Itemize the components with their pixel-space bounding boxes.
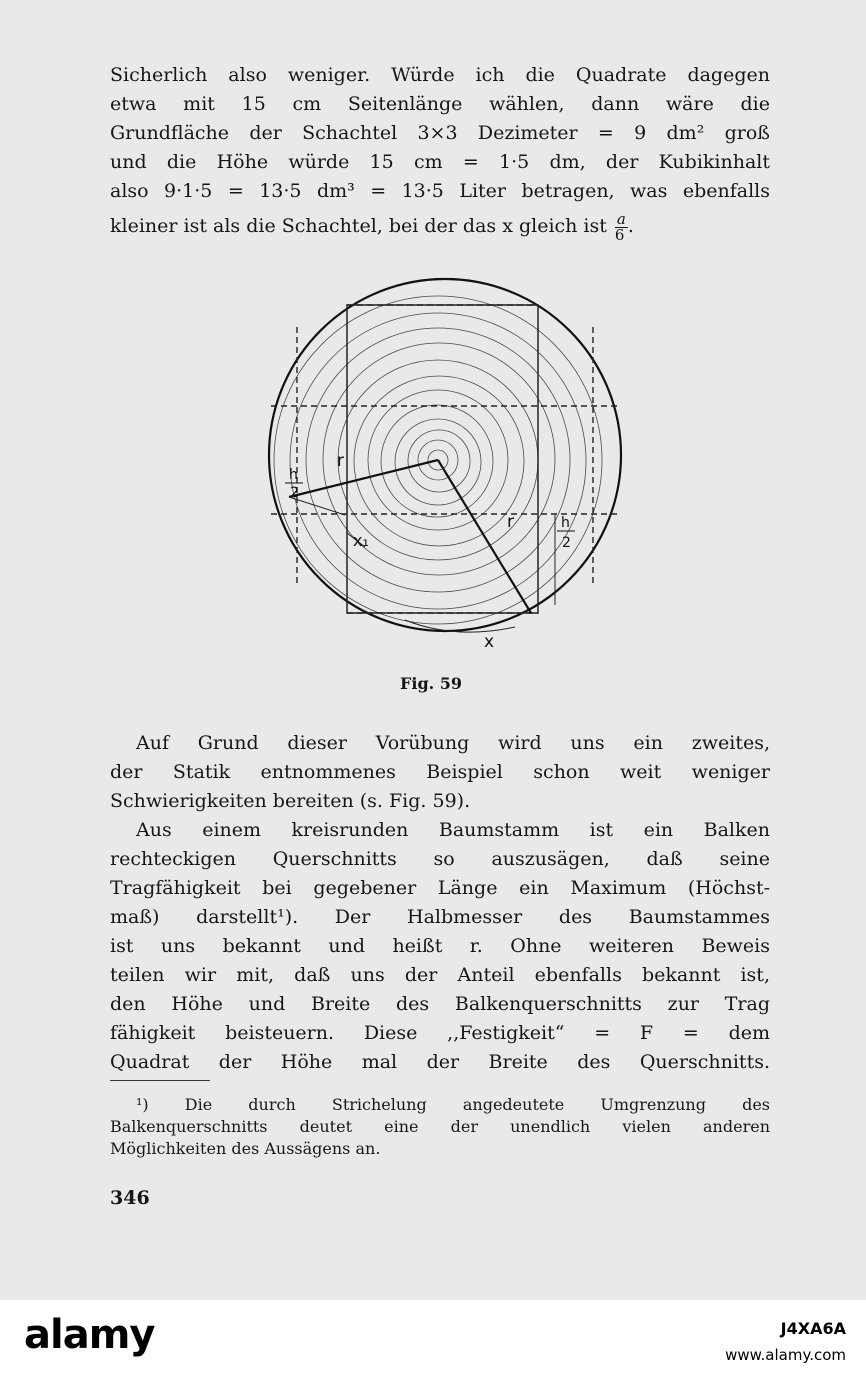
text-line: Schwierigkeiten bereiten (s. Fig. 59). [110,790,471,812]
stock-logo: alamy [24,1312,155,1358]
top-paragraph [110,61,770,246]
fraction-numerator: a [616,209,626,228]
footnote [110,1094,770,1160]
middle-paragraph [110,729,770,816]
label-h-left-denominator: 2 [290,485,299,501]
page-number: 346 [110,1187,150,1209]
fraction-denominator: 6 [614,225,625,244]
beam-rectangle [347,305,538,613]
text-line: ist uns bekannt und heißt r. Ohne weiteren Beweis [110,935,770,957]
text-line: teilen wir mit, daß uns der Anteil ebenfalls bekannt ist, [110,964,770,986]
text-line: maß) darstellt¹). Der Halbmesser des Baumstammes [110,906,770,928]
fraction-period: . [627,215,634,237]
footnote-line: ¹) Die durch Strichelung angedeutete Umgrenzung des [136,1095,770,1114]
text-line: etwa mit 15 cm Seitenlänge wählen, dann wäre die [110,93,770,115]
text-line: Sicherlich also weniger. Würde ich die Quadrate dagegen [110,64,770,86]
dimension-lines [289,497,555,632]
label-r-diagonal: r [507,512,514,532]
label-r-top: r [337,451,344,471]
stock-site-url: www.alamy.com [725,1346,846,1364]
figure-labels [285,451,575,652]
text-line: Aus einem kreisrunden Baumstamm ist ein Balken [136,819,770,841]
trunk-outline [269,279,621,631]
label-h-right-denominator: 2 [562,535,571,551]
label-h-right-numerator: h [561,515,570,531]
text-line: Auf Grund dieser Vorübung wird uns ein zweites, [136,732,770,754]
footnote-line: Balkenquerschnitts deutet eine der unendlich vielen anderen [110,1117,770,1136]
label-h-left-numerator: h [289,467,298,483]
lower-paragraph [110,816,770,1077]
text-line: fähigkeit beisteuern. Diese ,,Festigkeit“ = F = dem [110,1022,770,1044]
figure-caption: Fig. 59 [400,674,463,693]
text-line-with-fraction [110,206,770,246]
text-line: rechteckigen Querschnitts so auszusägen, daß seine [110,848,770,870]
stock-footer-bar [0,1300,866,1390]
text-fragment: kleiner ist als die Schachtel, bei der das x gleich ist [110,215,607,237]
fraction [614,209,628,244]
text-line: Tragfähigkeit bei gegebener Länge ein Maximum (Höchst- [110,877,770,899]
text-line: Quadrat der Höhe mal der Breite des Querschnitts. [110,1051,770,1073]
text-line: Grundfläche der Schachtel 3×3 Dezimeter = 9 dm² groß [110,122,770,144]
text-line: also 9·1·5 = 13·5 dm³ = 13·5 Liter betragen, was ebenfalls [110,180,770,202]
text-line: den Höhe und Breite des Balkenquerschnitts zur Trag [110,993,770,1015]
label-x1-left: x₁ [353,531,369,550]
figure-59-tree-cross-section [255,275,635,655]
stock-image-info [725,1316,846,1368]
stock-image-id: J4XA6A [780,1319,846,1338]
label-x-bottom: x [484,632,495,652]
footnote-divider [110,1080,210,1081]
footnote-line: Möglichkeiten des Aussägens an. [110,1139,381,1158]
text-line: der Statik entnommenes Beispiel schon weit weniger [110,761,770,783]
text-line: und die Höhe würde 15 cm = 1·5 dm, der Kubikinhalt [110,151,770,173]
